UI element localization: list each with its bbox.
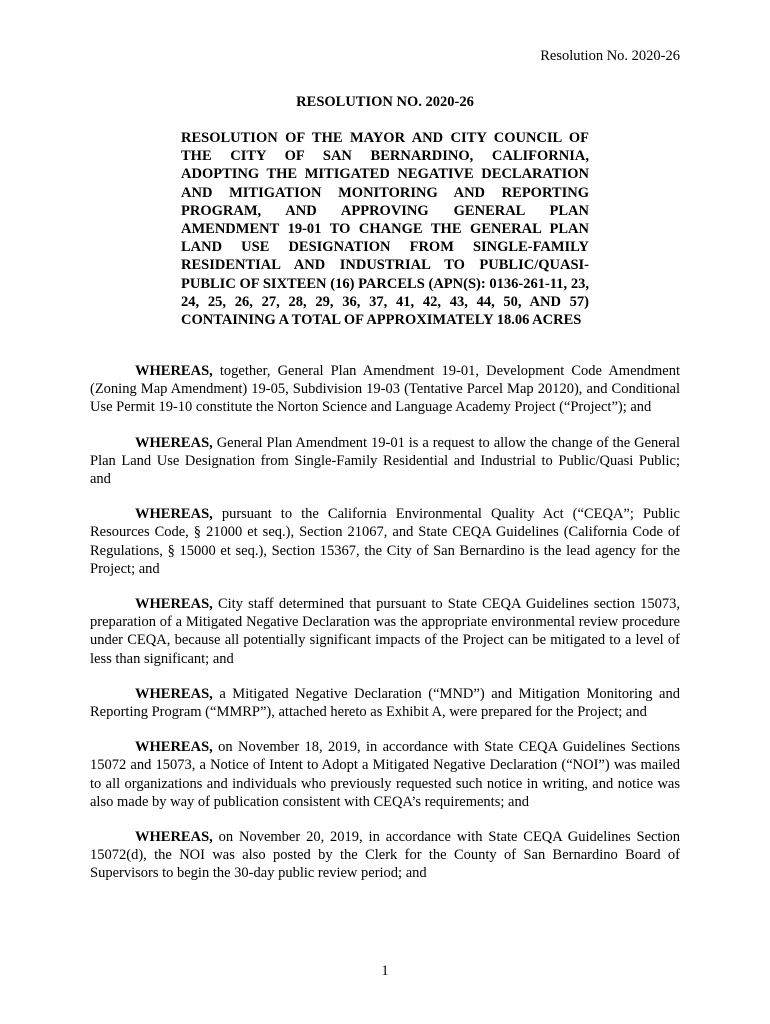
whereas-lead: WHEREAS,	[135, 363, 213, 379]
whereas-paragraph-3	[90, 505, 680, 578]
resolution-caption: RESOLUTION OF THE MAYOR AND CITY COUNCIL OF THE CITY OF SAN BERNARDINO, CALIFORNIA, ADOPTING THE MITIGATED NEGATIVE DECLARATION AND MITIGATION MONITORING AND REPORTING PROGRAM, AND APPROVING GENERAL PLAN AMENDMENT 19-01 TO CHANGE THE GENERAL PLAN LAND USE DESIGNATION FROM SINGLE-FAMILY RESIDENTIAL AND INDUSTRIAL TO PUBLIC/QUASI-PUBLIC OF SIXTEEN (16) PARCELS (APN(S): 0136-261-11, 23, 24, 25, 26, 27, 28, 29, 36, 37, 41, 42, 43, 44, 50, AND 57) CONTAINING A TOTAL OF APPROXIMATELY 18.06 ACRES	[181, 130, 589, 329]
page-number: 1	[381, 963, 389, 979]
whereas-paragraph-6	[90, 738, 680, 811]
whereas-lead: WHEREAS,	[135, 739, 213, 756]
paragraph-text: together, General Plan Amendment 19-01, Development Code Amendment (Zoning Map Amendment) 19-05, Subdivision 19-03 (Tentative Parcel Map 20120), and Conditional Use Permit 19-10 constitute the Norton Science and Language Academy Project (“Project”); and	[90, 363, 680, 416]
paragraph-text: on November 18, 2019, in accordance with State CEQA Guidelines Sections 15072 and 15073, a Notice of Intent to Adopt a Mitigated Negative Declaration (“NOI”) was mailed to all organizations and individuals who previously requested such notice in writing, and notice was also made by way of publication consistent with CEQA’s requirements; and	[90, 739, 680, 810]
whereas-lead: WHEREAS,	[135, 685, 213, 702]
whereas-lead: WHEREAS,	[135, 829, 213, 846]
whereas-lead: WHEREAS,	[135, 434, 213, 451]
paragraph-text: City staff determined that pursuant to State CEQA Guidelines section 15073, preparation of a Mitigated Negative Declaration was the appropriate environmental review procedure under CEQA, because all potentially significant impacts of the Project can be mitigated to a level of less than significant; and	[90, 596, 680, 667]
whereas-lead: WHEREAS,	[135, 506, 213, 523]
resolution-body	[90, 362, 680, 900]
whereas-lead: WHEREAS,	[135, 596, 213, 613]
whereas-paragraph-2	[90, 434, 680, 489]
paragraph-text: on November 20, 2019, in accordance with State CEQA Guidelines Section 15072(d), the NOI was also posted by the Clerk for the County of San Bernardino Board of Supervisors to begin the 30-day public review period; and	[90, 829, 680, 882]
resolution-title: RESOLUTION NO. 2020-26	[296, 94, 474, 110]
whereas-paragraph-7	[90, 828, 680, 883]
resolution-number-header: Resolution No. 2020-26	[540, 48, 680, 64]
paragraph-text: General Plan Amendment 19-01 is a request to allow the change of the General Plan Land Use Designation from Single-Family Residential and Industrial to Public/Quasi Public; and	[90, 434, 680, 488]
whereas-paragraph-5	[90, 685, 680, 721]
paragraph-text: pursuant to the California Environmental Quality Act (“CEQA”; Public Resources Code, § 21000 et seq.), Section 21067, and State CEQA Guidelines (California Code of Regulations, § 15000 et seq.), Section 15367, the City of San Bernardino is the lead agency for the Project; and	[90, 506, 680, 577]
whereas-paragraph-4	[90, 595, 680, 668]
whereas-paragraph-1	[90, 362, 680, 417]
paragraph-text: a Mitigated Negative Declaration (“MND”) and Mitigation Monitoring and Reporting Program (“MMRP”), attached hereto as Exhibit A, were prepared for the Project; and	[90, 685, 680, 721]
